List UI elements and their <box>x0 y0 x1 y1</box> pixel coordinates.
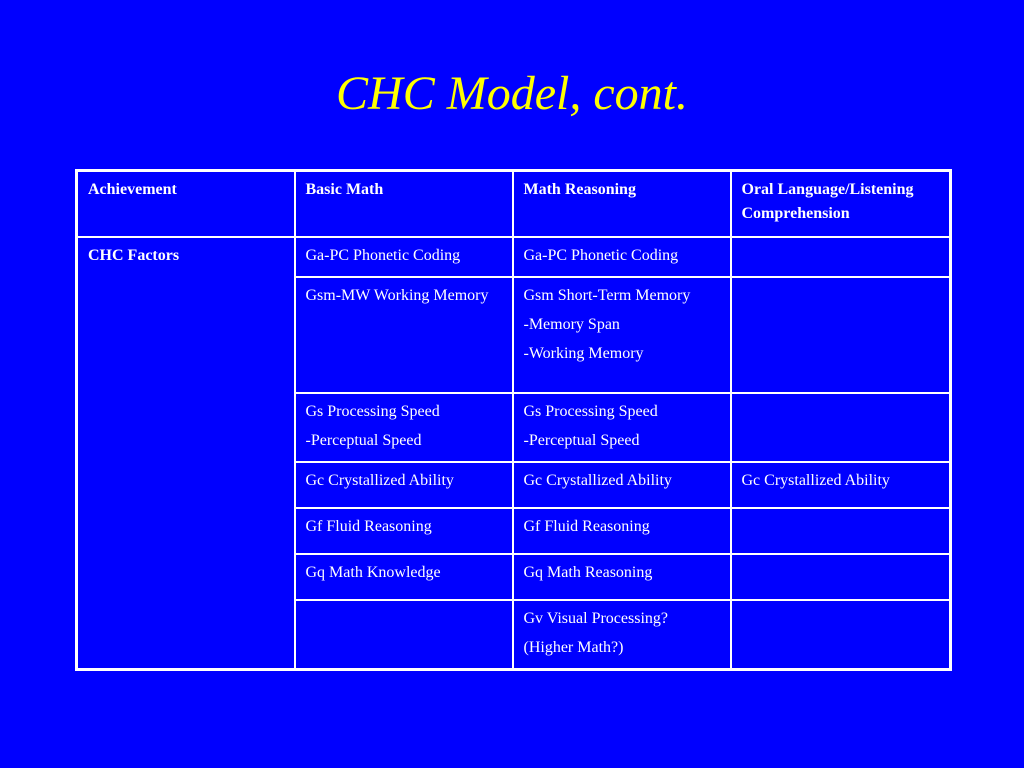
cell-oral-language <box>731 393 951 462</box>
slide-title: CHC Model, cont. <box>336 67 688 120</box>
cell-line: Ga-PC Phonetic Coding <box>305 246 461 264</box>
cell-basic-math <box>295 600 513 670</box>
cell-math-reasoning <box>513 237 731 277</box>
cell-math-reasoning <box>513 462 731 508</box>
cell-line: Gc Crystallized Ability <box>523 471 672 489</box>
chc-table <box>75 169 952 671</box>
row-header-chc-factors: CHC Factors <box>77 237 295 670</box>
cell-oral-language <box>731 462 951 508</box>
cell-line: Gq Math Knowledge <box>305 563 441 581</box>
header-math-reasoning: Math Reasoning <box>513 171 731 237</box>
cell-line: -Perceptual Speed <box>305 431 422 449</box>
cell-oral-language <box>731 237 951 277</box>
cell-oral-language <box>731 277 951 393</box>
cell-line: Gf Fluid Reasoning <box>305 517 432 535</box>
cell-line: -Memory Span <box>523 315 620 333</box>
cell-math-reasoning <box>513 393 731 462</box>
table-row <box>77 237 951 277</box>
cell-oral-language <box>731 600 951 670</box>
cell-basic-math <box>295 277 513 393</box>
cell-line: Gv Visual Processing? <box>523 609 669 627</box>
cell-line: (Higher Math?) <box>523 638 624 656</box>
cell-line: Gsm-MW Working Memory <box>305 286 489 304</box>
table-header-row <box>77 171 951 237</box>
cell-line: -Working Memory <box>523 344 644 362</box>
cell-math-reasoning <box>513 600 731 670</box>
cell-line: Gs Processing Speed <box>305 402 440 420</box>
cell-line: Gc Crystallized Ability <box>305 471 454 489</box>
cell-line: Gq Math Reasoning <box>523 563 653 581</box>
cell-line: Ga-PC Phonetic Coding <box>523 246 679 264</box>
cell-oral-language <box>731 508 951 554</box>
header-oral-language: Oral Language/Listening Comprehension <box>731 171 951 237</box>
cell-math-reasoning <box>513 554 731 600</box>
cell-line: Gf Fluid Reasoning <box>523 517 650 535</box>
cell-basic-math <box>295 508 513 554</box>
cell-line: Gs Processing Speed <box>523 402 658 420</box>
header-basic-math: Basic Math <box>295 171 513 237</box>
cell-basic-math <box>295 462 513 508</box>
cell-basic-math <box>295 554 513 600</box>
cell-line: Gc Crystallized Ability <box>741 471 890 489</box>
cell-line: Gsm Short-Term Memory <box>523 286 691 304</box>
cell-math-reasoning <box>513 508 731 554</box>
cell-math-reasoning <box>513 277 731 393</box>
cell-basic-math <box>295 393 513 462</box>
cell-oral-language <box>731 554 951 600</box>
cell-basic-math <box>295 237 513 277</box>
cell-line: -Perceptual Speed <box>523 431 640 449</box>
header-achievement: Achievement <box>77 171 295 237</box>
